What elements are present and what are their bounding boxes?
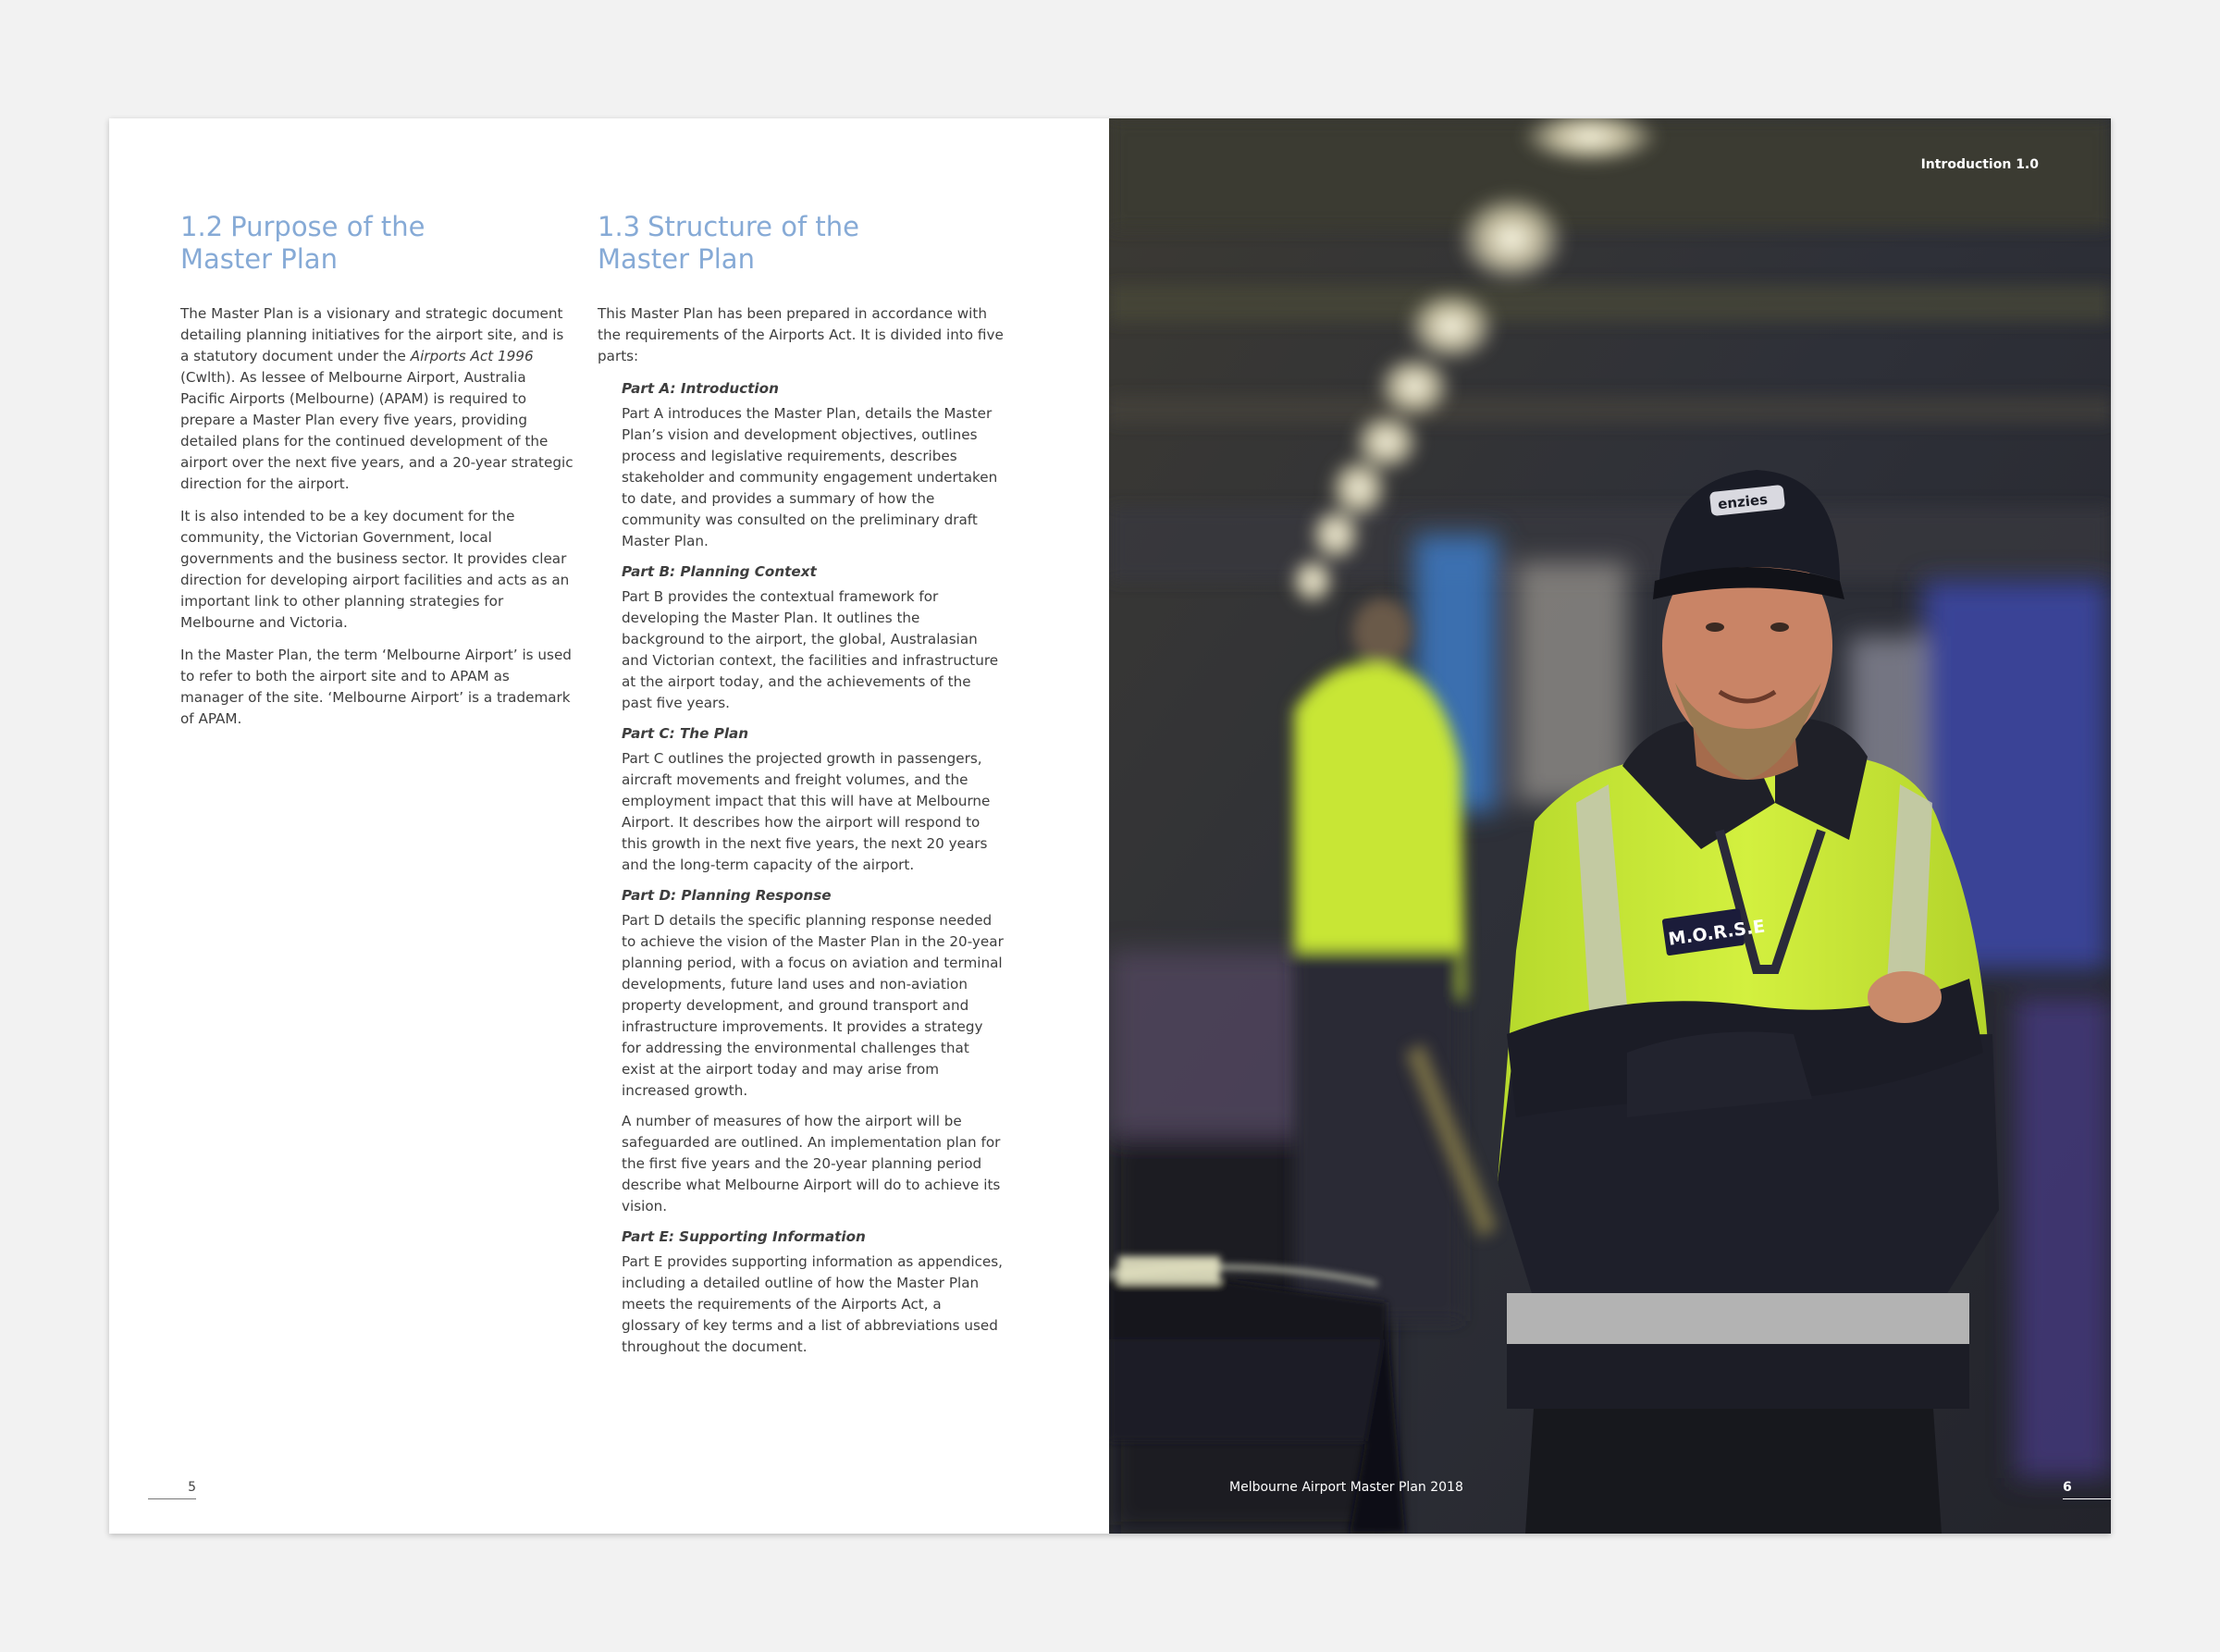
part-paragraph: Part E provides supporting information as appendices, including a detailed outline of how the Master Plan meets the requirements of the Airports Act, a glossary of key terms and a list of abbreviations used throughout the document. (622, 1253, 1004, 1355)
paragraph: This Master Plan has been prepared in accordance with the requirements of the Airports Act. It is divided into five parts: (598, 305, 1004, 364)
section-1-2 (180, 211, 574, 741)
section-number: 1.2 (180, 211, 224, 242)
heading-line: Purpose of the (230, 211, 426, 242)
paragraph: It is also intended to be a key document for the community, the Victorian Government, local governments and the business sector. It provides clear direction for developing airport facilities and acts as an important link to other planning strategies for Melbourne and Victoria. (180, 508, 570, 631)
page-number-right: 6 (2063, 1480, 2111, 1499)
heading-line: Structure of the (648, 211, 860, 242)
part-item (598, 561, 1005, 714)
section-number: 1.3 (598, 211, 641, 242)
part-item (598, 723, 1005, 876)
part-paragraph: Part B provides the contextual framework for developing the Master Plan. It outlines the background to the airport, the global, Australasian and Victorian context, the facilities and infrastructure at the airport today, and the achievements of the past five years. (622, 588, 999, 711)
section-label: Introduction 1.0 (1920, 157, 2039, 172)
section-1-3 (598, 211, 1005, 1367)
worker-photo (1109, 118, 2111, 1534)
running-footer: Melbourne Airport Master Plan 2018 (1229, 1480, 1463, 1495)
part-paragraph: Part C outlines the projected growth in passengers, aircraft movements and freight volumes, and the employment impact that this will have at Melbourne Airport. It describes how the airport will respond to this growth in the next five years, the next 20 years and the long-term capacity of the airport. (622, 750, 991, 873)
part-title: Part E: Supporting Information (622, 1228, 866, 1245)
right-page (1109, 118, 2111, 1534)
part-item (598, 885, 1005, 1217)
cap-logo: enzies (1717, 490, 1769, 513)
part-title: Part D: Planning Response (622, 887, 832, 904)
part-title: Part A: Introduction (622, 380, 779, 397)
parts-list (598, 378, 1005, 1358)
part-paragraph: Part D details the specific planning response needed to achieve the vision of the Master Plan in the 20-year planning period, with a focus on aviation and terminal developments, future land uses and non-aviation property development, and ground transport and infrastructure improvements. It provides a strategy for addressing the environmental challenges that exist at the airport today and may arise from increased growth. (622, 912, 1004, 1099)
paragraph: In the Master Plan, the term ‘Melbourne Airport’ is used to refer to both the airport site and to APAM as manager of the site. ‘Melbourne Airport’ is a trademark of APAM. (180, 647, 572, 727)
left-page (109, 118, 1109, 1534)
section-1-3-heading (598, 211, 1005, 276)
act-title: Airports Act 1996 (410, 348, 534, 364)
badge-logo: M.O.R.S.E (1667, 916, 1767, 950)
page-number-left: 5 (148, 1480, 196, 1499)
part-item (598, 1227, 1005, 1358)
document-spread (109, 118, 2111, 1534)
heading-line: Master Plan (180, 243, 338, 275)
part-item (598, 378, 1005, 552)
section-1-2-heading (180, 211, 574, 276)
text-run: (Cwlth). As lessee of Melbourne Airport, Australia Pacific Airports (Melbourne) (APAM) is required to prepare a Master Plan every five years, providing detailed plans for the continued development of the airport over the next five years, and a 20-year strategic direction for the airport. (180, 369, 574, 492)
text-run: The Master Plan is a visionary and strategic document detailing planning initiatives for the airport site, and is a statutory document under the (180, 305, 564, 364)
paragraph (180, 303, 574, 495)
heading-line: Master Plan (598, 243, 755, 275)
part-title: Part B: Planning Context (622, 563, 817, 580)
background-worker (1294, 598, 1465, 1321)
part-paragraph: A number of measures of how the airport will be safeguarded are outlined. An implementation plan for the first five years and the 20-year planning period describe what Melbourne Airport will do to achieve its vision. (622, 1113, 1001, 1214)
part-title: Part C: The Plan (622, 725, 749, 742)
part-paragraph: Part A introduces the Master Plan, details the Master Plan’s vision and development objectives, outlines process and legislative requirements, describes stakeholder and community engagement undertaken to date, and provides a summary of how the community was consulted on the preliminary draft Master Plan. (622, 405, 998, 549)
